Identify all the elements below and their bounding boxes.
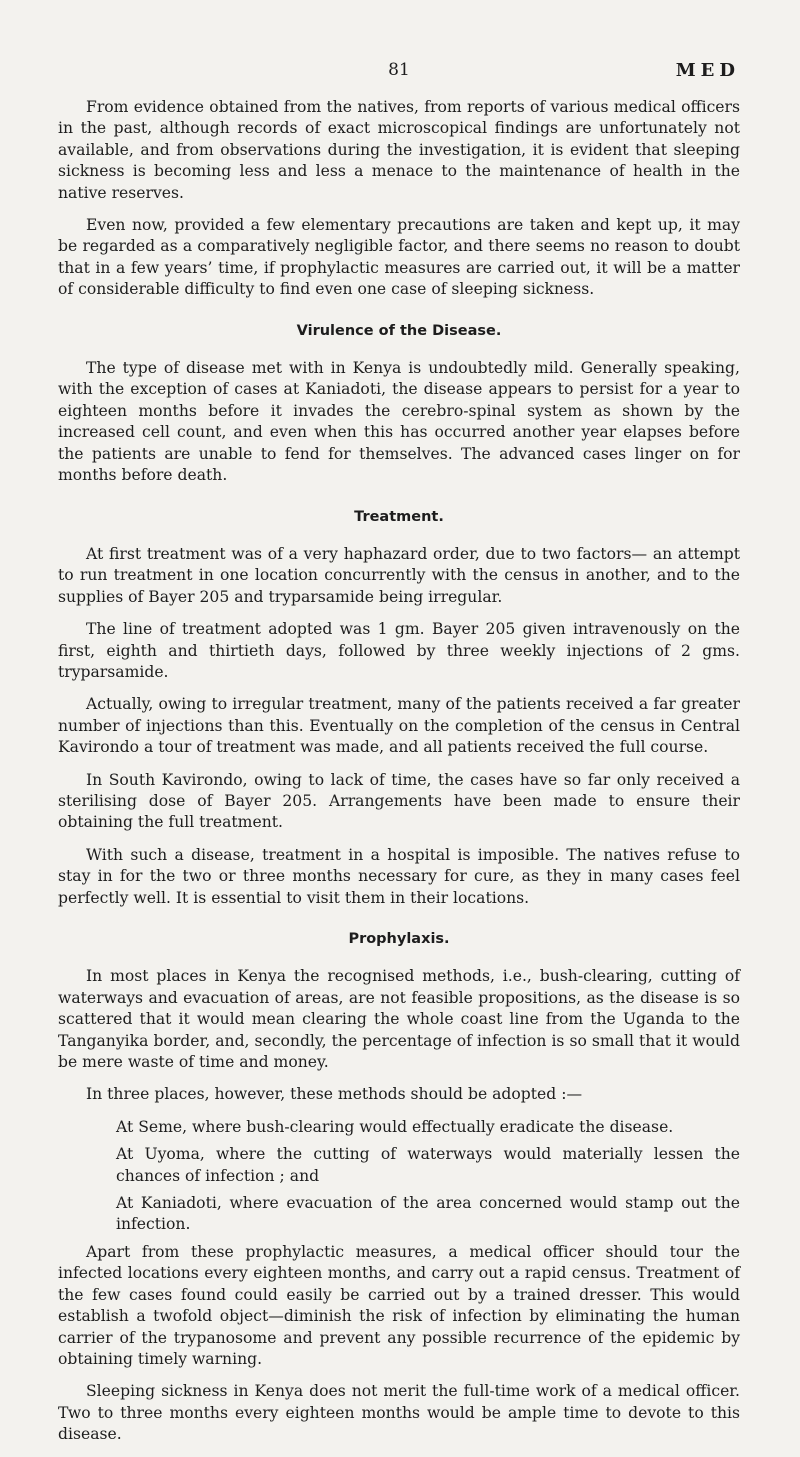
paragraph: Actually, owing to irregular treatment, many of the patients received a far greater number of injections than this. Eventually on the completion of the census in Central Kavirondo a tour of treatment was made, and all patients received the full course. — [58, 695, 740, 757]
list-item: At Kaniadoti, where evacuation of the area concerned would stamp out the infection. — [116, 1194, 740, 1234]
paragraph: From evidence obtained from the natives, from reports of various medical officers in the past, although records of exact microscopical findings are unfortunately not available, and from observations during the investigation, it is evident that sleeping sickness is becoming less and less a menace to the maintenance of health in the native reserves. — [58, 98, 740, 202]
list-item: At Seme, where bush-clearing would effectually eradicate the disease. — [116, 1117, 674, 1136]
section-heading-prophylaxis: Prophylaxis. — [348, 931, 450, 947]
page-number: 81 — [388, 60, 410, 80]
list-item: At Uyoma, where the cutting of waterways would materially lessen the chances of infection ; and — [116, 1145, 740, 1185]
paragraph: In South Kavirondo, owing to lack of time, the cases have so far only received a sterilising dose of Bayer 205. Arrangements have been made to ensure their obtaining the full treatment. — [58, 770, 740, 832]
section-heading-virulence: Virulence of the Disease. — [296, 322, 502, 339]
paragraph-lead: In three places, however, these methods should be adopted :— — [86, 1085, 583, 1104]
paragraph: Sleeping sickness in Kenya does not merit the full-time work of a medical officer. Two to three months every eighteen months would be ample time to devote to this disease. — [58, 1382, 740, 1444]
body-text — [58, 97, 740, 1457]
paragraph: Apart from these prophylactic measures, a medical officer should tour the infected locations every eighteen months, and carry out a rapid census. Treatment of the few cases found could easily be carried out by a trained dresser. This would establish a twofold object—diminish the risk of infection by eliminating the human carrier of the trypanosome and prevent any possible recurrence of the epidemic by obtaining timely warning. — [58, 1242, 740, 1368]
paragraph: At first treatment was of a very haphazard order, due to two factors— an attempt to run treatment in one location concurrently with the census in another, and to the supplies of Bayer 205 and tryparsamide being irregular. — [58, 544, 740, 606]
paragraph: In most places in Kenya the recognised methods, i.e., bush-clearing, cutting of waterways and evacuation of areas, are not feasible propositions, as the disease is so scattered that it would mean clearing the whole coast line from the Uganda to the Tanganyika border, and, secondly, the percentage of infection is so small that it would be mere waste of time and money. — [58, 967, 740, 1072]
paragraph: Even now, provided a few elementary precautions are taken and kept up, it may be regarded as a comparatively negligible factor, and there seems no reason to doubt that in a few years’ time, if prophylactic measures are carried out, it will be a matter of considerable difficulty to find even one case of sleeping sickness. — [58, 216, 740, 299]
paragraph: With such a disease, treatment in a hospital is imposible. The natives refuse to stay in for the two or three months necessary for cure, as they in many cases feel perfectly well. It is essential to visit them in their locations. — [58, 845, 740, 907]
paragraph: The line of treatment adopted was 1 gm. Bayer 205 given intravenously on the first, eighth and thirtieth days, followed by three weekly injections of 2 gms. tryparsamide. — [58, 620, 740, 681]
page-header — [58, 60, 740, 82]
running-head: MED — [675, 60, 740, 81]
paragraph: The type of disease met with in Kenya is undoubtedly mild. Generally speaking, with the exception of cases at Kaniadoti, the disease appears to persist for a year to eighteen months before it invades the cerebro-spinal system as shown by the increased cell count, and even when this has occurred another year elapses before the patients are unable to fend for themselves. The advanced cases linger on for months before death. — [58, 359, 740, 485]
section-heading-treatment: Treatment. — [354, 508, 444, 525]
